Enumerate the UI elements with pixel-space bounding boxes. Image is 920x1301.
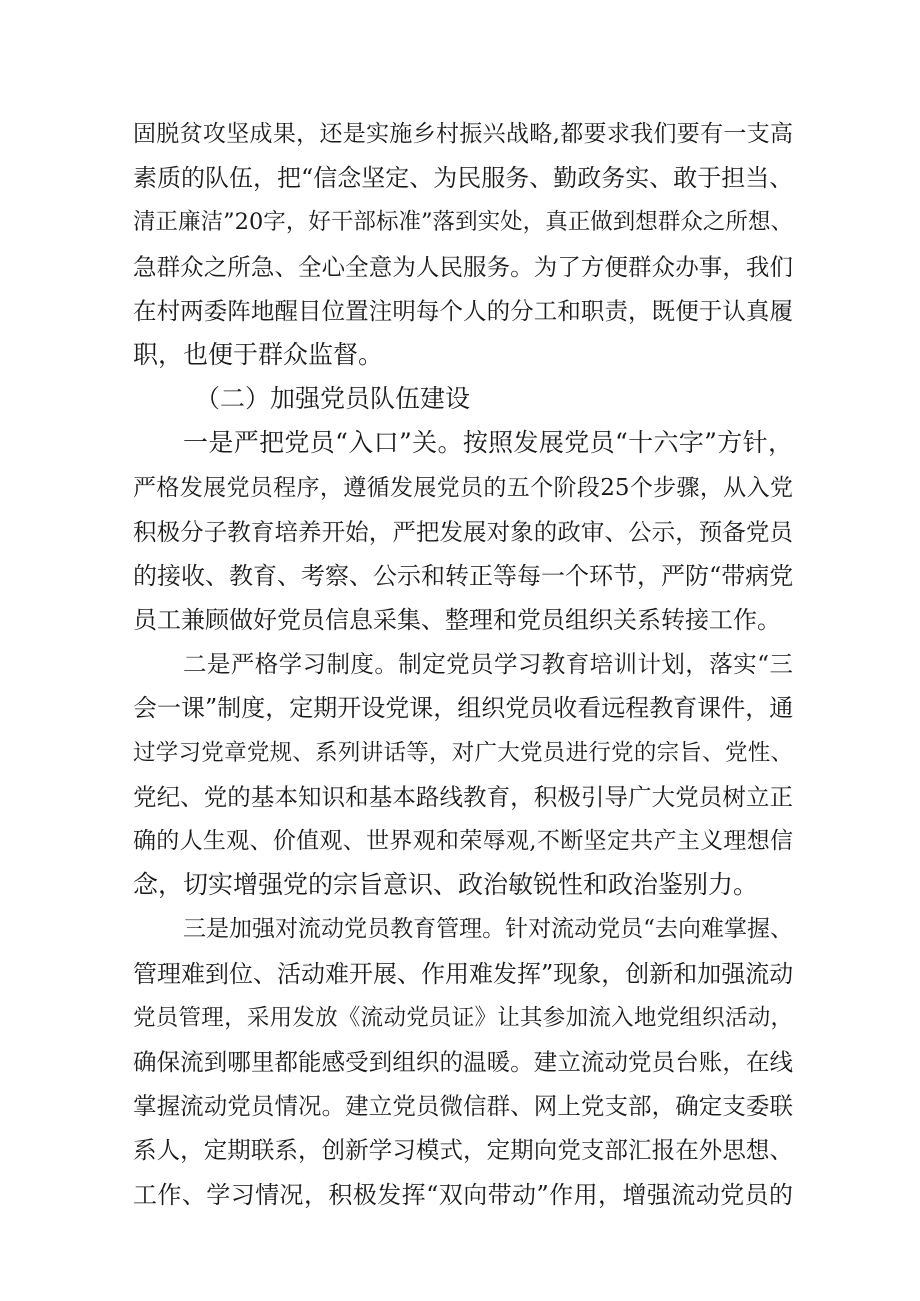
- paragraph-party-entry: [133, 421, 793, 642]
- text-line: 过学习党章党规、系列讲话等，对广大党员进行党的宗旨、党性、: [133, 739, 793, 766]
- text-line: 确保流到哪里都能感受到组织的温暖。建立流动党员台账，在线: [133, 1047, 793, 1076]
- text-line: 党纪、党的基本知识和基本路线教育，积极引导广大党员树立正: [133, 782, 793, 811]
- text-line: 急群众之所急、全心全意为人民服务。为了方便群众办事，我们: [133, 252, 793, 281]
- text-line: 固脱贫攻坚成果，还是实施乡村振兴战略,都要求我们要有一支高: [133, 121, 793, 147]
- paragraph-continuation: [133, 112, 793, 377]
- text-line: 系人，定期联系，创新学习模式，定期向党支部汇报在外思想、: [133, 1136, 793, 1165]
- text-line: 在村两委阵地醒目位置注明每个人的分工和职责，既便于认真履: [133, 296, 793, 325]
- text-line: 二是严格学习制度。制定党员学习教育培训计划，落实“三: [183, 650, 793, 679]
- text-line: 三是加强对流动党员教育管理。针对流动党员“去向难掌握、: [183, 916, 793, 943]
- text-line: 清正廉洁”20字，好干部标准”落到实处，真正做到想群众之所想、: [133, 209, 793, 236]
- text-line: 一是严把党员“入口”关。按照发展党员“十六字”方针，: [183, 428, 794, 458]
- text-line: 掌握流动党员情况。建立党员微信群、网上党支部，确定支委联: [133, 1092, 793, 1121]
- text-line: 积极分子教育培养开始，严把发展对象的政审、公示，预备党员: [133, 517, 793, 546]
- paragraph-mobile-members: [133, 907, 793, 1216]
- text-line: 会一课”制度，定期开设党课，组织党员收看远程教育课件，通: [133, 694, 794, 723]
- text-line: 管理难到位、活动难开展、作用难发挥”现象，创新和加强流动: [133, 959, 794, 988]
- text-line: 的接收、教育、考察、公示和转正等每一个环节，严防“带病党: [133, 561, 794, 590]
- document-body: [133, 112, 793, 1217]
- text-line: 工作、学习情况，积极发挥“双向带动”作用，增强流动党员的: [133, 1180, 793, 1209]
- text-line: 严格发展党员程序，遵循发展党员的五个阶段25个步骤，从入党: [133, 474, 793, 501]
- heading-text: （二）加强党员队伍建设: [195, 384, 471, 414]
- text-line: 职，也便于群众监督。: [133, 339, 384, 369]
- text-line: 党员管理，采用发放《流动党员证》让其参加流入地党组织活动，: [133, 1004, 793, 1031]
- paragraph-study-system: [133, 642, 793, 907]
- text-line: 员工兼顾做好党员信息采集、整理和党员组织关系转接工作。: [133, 606, 781, 635]
- text-line: 确的人生观、价值观、世界观和荣辱观,不断坚定共产主义理想信: [133, 828, 793, 854]
- section-heading: [133, 377, 793, 421]
- text-line: 念，切实增强党的宗旨意识、政治敏锐性和政治鉴别力。: [133, 870, 759, 900]
- text-line: 素质的队伍，把“信念坚定、为民服务、勤政务实、敢于担当、: [133, 164, 794, 193]
